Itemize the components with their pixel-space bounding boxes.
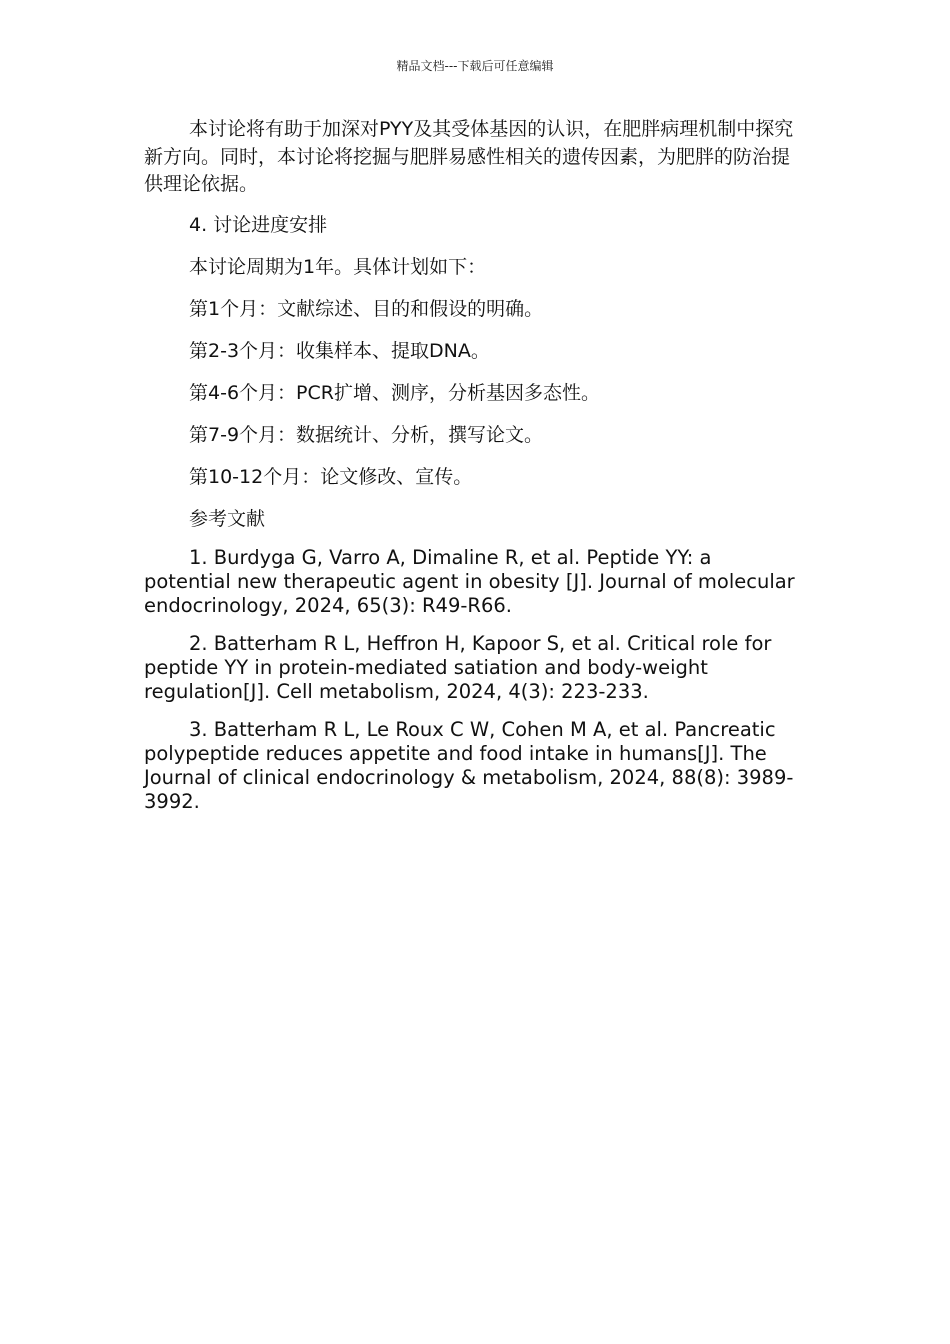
schedule-item: 第2-3个月：收集样本、提取DNA。 xyxy=(189,339,490,362)
references-list xyxy=(144,546,804,814)
references-heading: 参考文献 xyxy=(189,507,266,530)
reference-item: 1. Burdyga G, Varro A, Dimaline R, et al. Peptide YY: a potential new therapeutic agent in obesity [J]. Journal of molecular endocrinology, 2024, 65(3): R49-R66. xyxy=(144,545,795,617)
schedule-item: 第4-6个月：PCR扩增、测序，分析基因多态性。 xyxy=(189,381,600,404)
reference-item: 3. Batterham R L, Le Roux C W, Cohen M A, et al. Pancreatic polypeptide reduces appetite and food intake in humans[J]. The Journal of clinical endocrinology & metabolism, 2024, 88(8): 3989-3992. xyxy=(144,717,794,813)
page-header: 精品文档---下载后可任意编辑 xyxy=(396,59,554,73)
section-heading: 4. 讨论进度安排 xyxy=(189,213,328,236)
schedule-item: 第7-9个月：数据统计、分析，撰写论文。 xyxy=(189,423,544,446)
schedule-intro: 本讨论周期为1年。具体计划如下： xyxy=(189,255,487,278)
schedule-item: 第10-12个月：论文修改、宣传。 xyxy=(189,465,473,488)
intro-paragraph: 本讨论将有助于加深对PYY及其受体基因的认识，在肥胖病理机制中探究新方向。同时，本讨论将挖掘与肥胖易感性相关的遗传因素，为肥胖的防治提供理论依据。 xyxy=(144,118,794,195)
schedule-item: 第1个月：文献综述、目的和假设的明确。 xyxy=(189,297,544,320)
document-body xyxy=(144,116,804,828)
reference-item: 2. Batterham R L, Heffron H, Kapoor S, et al. Critical role for peptide YY in protein-mediated satiation and body-weight regulation[J]. Cell metabolism, 2024, 4(3): 223-233. xyxy=(144,631,772,703)
